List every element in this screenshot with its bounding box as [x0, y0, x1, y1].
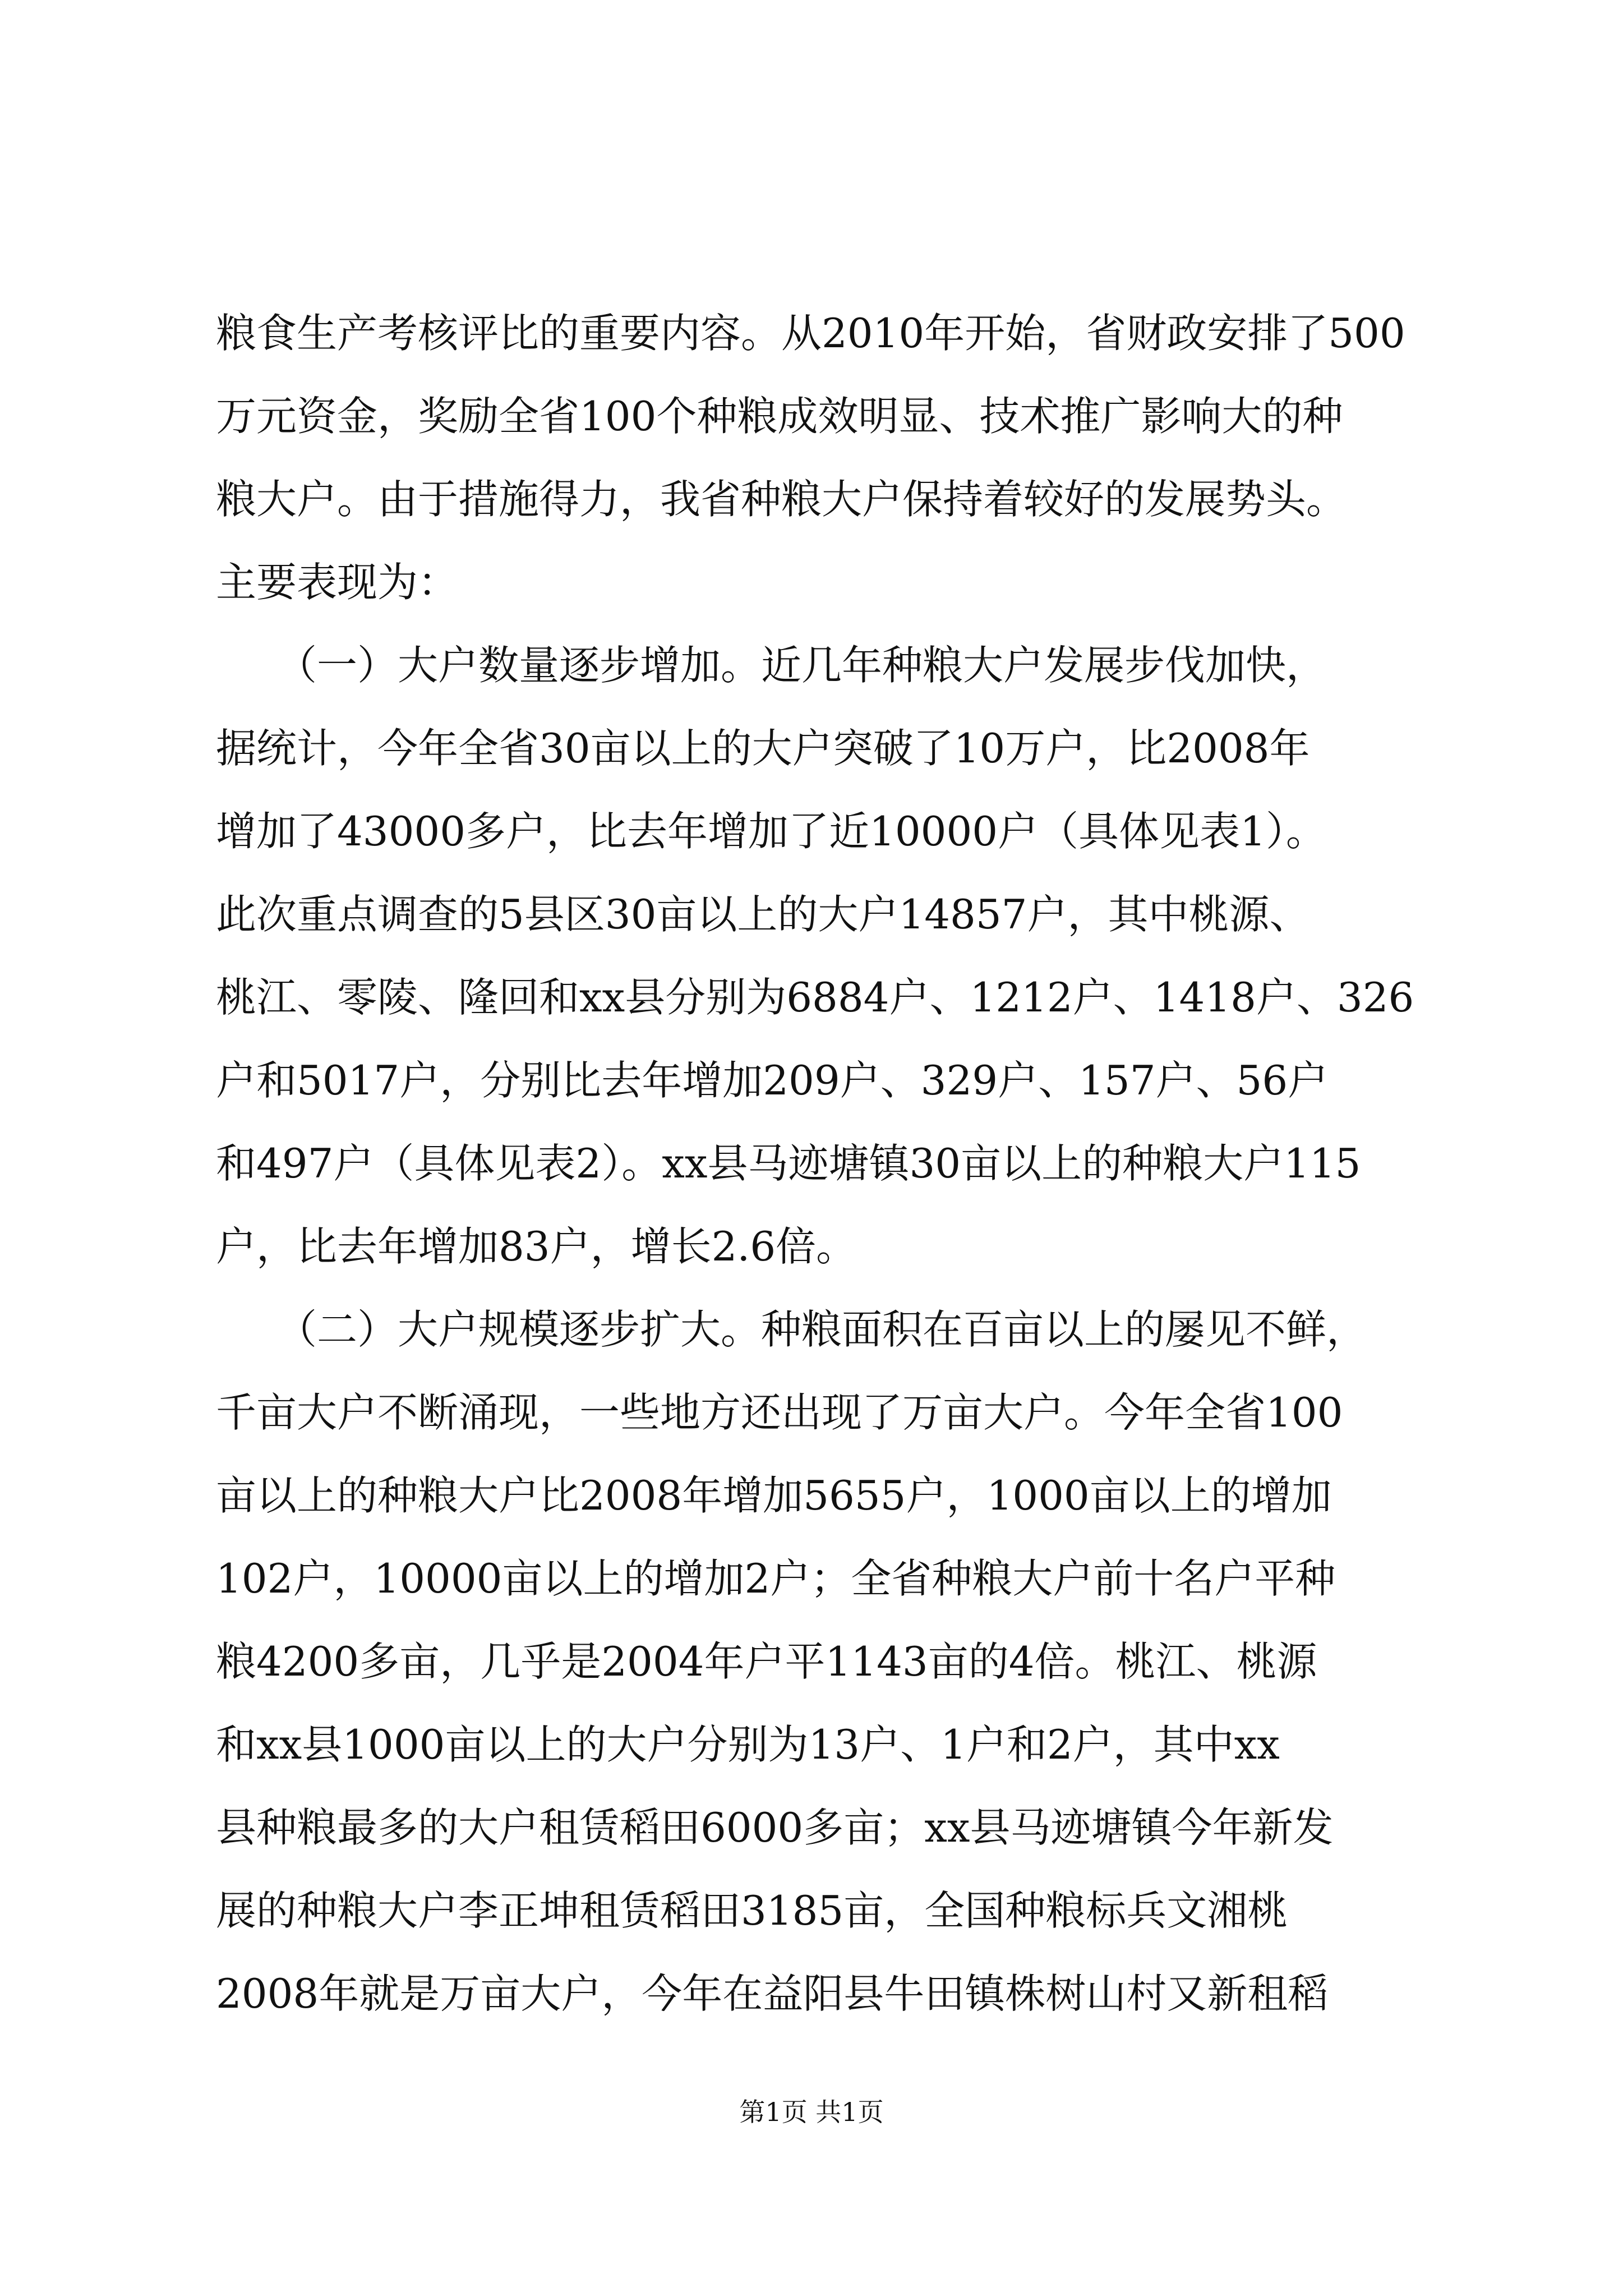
- text-line: （二）大户规模逐步扩大。种粮面积在百亩以上的屡见不鲜，: [216, 1306, 1367, 1353]
- text-line: 千亩大户不断涌现，一些地方还出现了万亩大户。今年全省100: [216, 1389, 1343, 1436]
- text-line: 展的种粮大户李正坤租赁稻田3185亩，全国种粮标兵文湘桃: [216, 1887, 1288, 1934]
- text-line: 亩以上的种粮大户比2008年增加5655户，1000亩以上的增加: [216, 1472, 1332, 1519]
- body-text: [216, 292, 1414, 2035]
- text-line: 此次重点调查的5县区30亩以上的大户14857户，其中桃源、: [216, 891, 1310, 938]
- text-line: 粮4200多亩，几乎是2004年户平1143亩的4倍。桃江、桃源: [216, 1638, 1317, 1685]
- text-line: 万元资金，奖励全省100个种粮成效明显、技术推广影响大的种: [216, 393, 1343, 440]
- text-line: 县种粮最多的大户租赁稻田6000多亩；xx县马迹塘镇今年新发: [216, 1804, 1334, 1851]
- text-line: 粮大户。由于措施得力，我省种粮大户保持着较好的发展势头。: [216, 476, 1347, 523]
- text-line: 增加了43000多户，比去年增加了近10000户（具体见表1）。: [216, 808, 1326, 855]
- text-line: 粮食生产考核评比的重要内容。从2010年开始，省财政安排了500: [216, 310, 1405, 357]
- text-line: 据统计，今年全省30亩以上的大户突破了10万户，比2008年: [216, 725, 1310, 772]
- text-line: 和497户（具体见表2）。xx县马迹塘镇30亩以上的种粮大户115: [216, 1140, 1361, 1187]
- text-line: 桃江、零陵、隆回和xx县分别为6884户、1212户、1418户、326: [216, 974, 1414, 1021]
- text-line: （一）大户数量逐步增加。近几年种粮大户发展步伐加快，: [216, 642, 1327, 689]
- text-line: 2008年就是万亩大户，今年在益阳县牛田镇株树山村又新租稻: [216, 1970, 1329, 2017]
- text-line: 主要表现为：: [216, 559, 459, 606]
- text-line: 户，比去年增加83户，增长2.6倍。: [216, 1223, 857, 1270]
- text-line: 和xx县1000亩以上的大户分别为13户、1户和2户，其中xx: [216, 1721, 1280, 1768]
- text-line: 102户，10000亩以上的增加2户；全省种粮大户前十名户平种: [216, 1555, 1336, 1602]
- page-footer: 第1页 共1页: [739, 2097, 884, 2127]
- text-line: 户和5017户，分别比去年增加209户、329户、157户、56户: [216, 1057, 1329, 1104]
